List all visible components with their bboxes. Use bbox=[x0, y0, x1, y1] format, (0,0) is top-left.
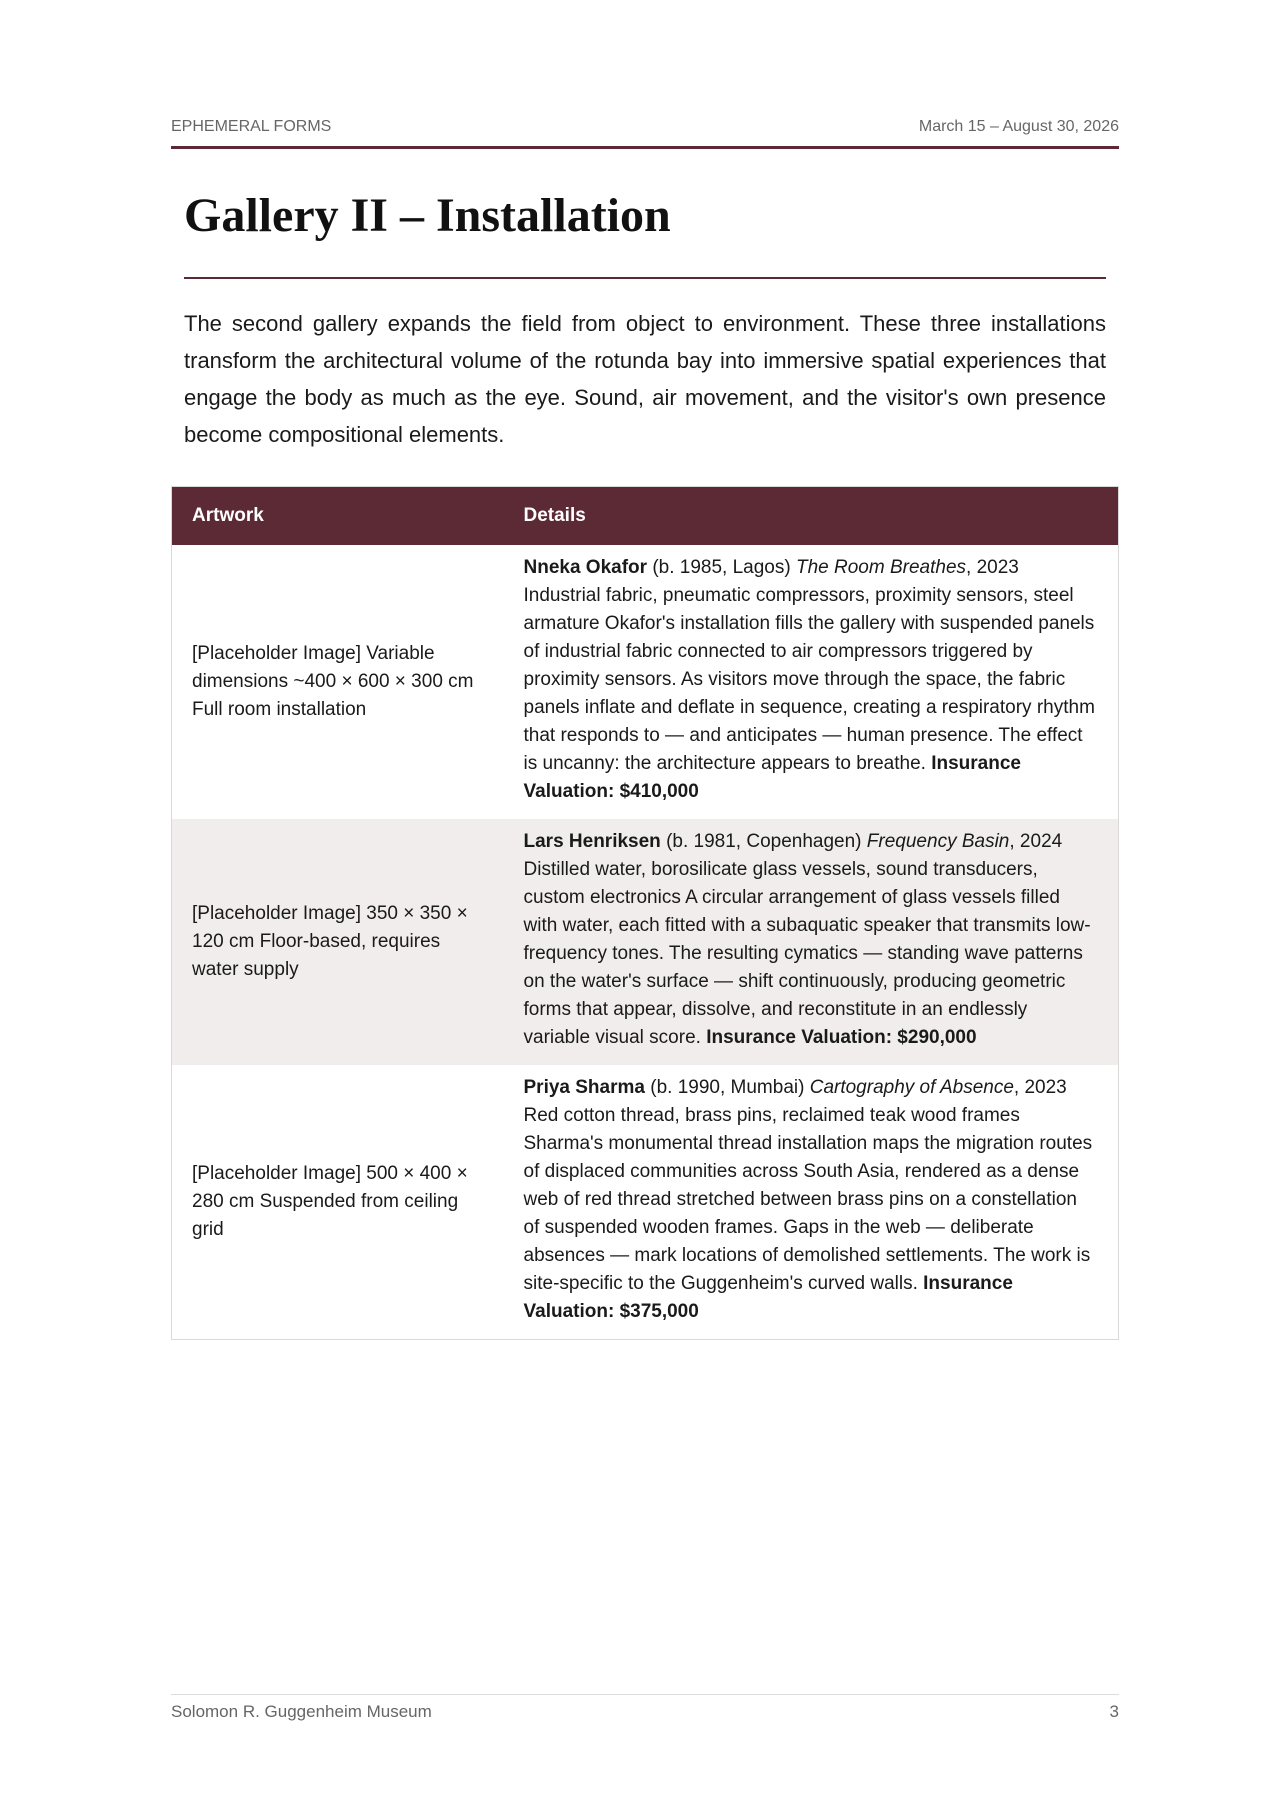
table-row bbox=[172, 819, 1119, 1065]
work-title: Frequency Basin bbox=[866, 831, 1010, 852]
artwork-details bbox=[504, 819, 1119, 1065]
insurance-valuation: Insurance Valuation: $410,000 bbox=[523, 753, 1021, 802]
work-description: , 2024 Distilled water, borosilicate glass vessels, sound transducers, custom electronics A circular arrangement of glass vessels filled with water, each fitted with a subaquatic speaker that transmits low-frequency tones. The resulting cymatics — standing wave patterns on the water's surface — shift continuously, producing geometric forms that appear, dissolve, and reconstitute in an endlessly variable visual score. bbox=[523, 831, 1091, 1048]
artist-bio: (b. 1981, Copenhagen) bbox=[660, 831, 867, 852]
artworks-table bbox=[171, 486, 1119, 1340]
column-header-artwork: Artwork bbox=[172, 487, 504, 546]
table-row bbox=[172, 545, 1119, 819]
insurance-valuation: Insurance Valuation: $290,000 bbox=[706, 1027, 977, 1048]
museum-name: Solomon R. Guggenheim Museum bbox=[171, 1702, 432, 1721]
running-footer bbox=[171, 1694, 1119, 1722]
artist-name: Lars Henriksen bbox=[523, 831, 661, 852]
artist-name: Nneka Okafor bbox=[523, 557, 648, 578]
work-description: , 2023 Industrial fabric, pneumatic compressors, proximity sensors, steel armature Okafor's installation fills the gallery with suspended panels of industrial fabric connected to air compressors triggered by proximity sensors. As visitors move through the space, the fabric panels inflate and deflate in sequence, creating a respiratory rhythm that responds to — and anticipates — human presence. The effect is uncanny: the architecture appears to breathe. bbox=[523, 557, 1095, 774]
table-header-row bbox=[172, 487, 1119, 546]
intro-paragraph: The second gallery expands the field from object to environment. These three installations transform the architectural volume of the rotunda bay into immersive spatial experiences that engage the body as much as the eye. Sound, air movement, and the visitor's own presence become compositional elements. bbox=[184, 311, 1106, 447]
page-number: 3 bbox=[1109, 1702, 1119, 1721]
artwork-details bbox=[504, 545, 1119, 819]
running-header bbox=[171, 118, 1119, 149]
insurance-valuation: Insurance Valuation: $375,000 bbox=[523, 1273, 1013, 1322]
exhibition-dates: March 15 – August 30, 2026 bbox=[918, 118, 1119, 135]
artist-name: Priya Sharma bbox=[523, 1077, 645, 1098]
work-description: , 2023 Red cotton thread, brass pins, reclaimed teak wood frames Sharma's monumental thread installation maps the migration routes of displaced communities across South Asia, rendered as a dense web of red thread stretched between brass pins on a constellation of suspended wooden frames. Gaps in the web — deliberate absences — mark locations of demolished settlements. The work is site-specific to the Guggenheim's curved walls. bbox=[523, 1077, 1093, 1294]
artwork-placeholder: [Placeholder Image] 500 × 400 × 280 cm Suspended from ceiling grid bbox=[192, 1163, 468, 1240]
artwork-placeholder: [Placeholder Image] 350 × 350 × 120 cm Floor-based, requires water supply bbox=[172, 819, 504, 1065]
title-divider bbox=[184, 277, 1106, 279]
column-header-details: Details bbox=[504, 487, 1119, 546]
work-title: The Room Breathes bbox=[795, 557, 967, 578]
artist-bio: (b. 1985, Lagos) bbox=[647, 557, 796, 578]
exhibition-name: EPHEMERAL FORMS bbox=[171, 118, 332, 135]
work-title: Cartography of Absence bbox=[809, 1077, 1014, 1098]
table-row bbox=[172, 1065, 1119, 1340]
artwork-details bbox=[504, 1065, 1119, 1340]
page-title: Gallery II – Installation bbox=[184, 189, 671, 242]
artist-bio: (b. 1990, Mumbai) bbox=[644, 1077, 810, 1098]
artwork-placeholder: [Placeholder Image] Variable dimensions ~400 × 600 × 300 cm Full room installation bbox=[192, 643, 474, 720]
